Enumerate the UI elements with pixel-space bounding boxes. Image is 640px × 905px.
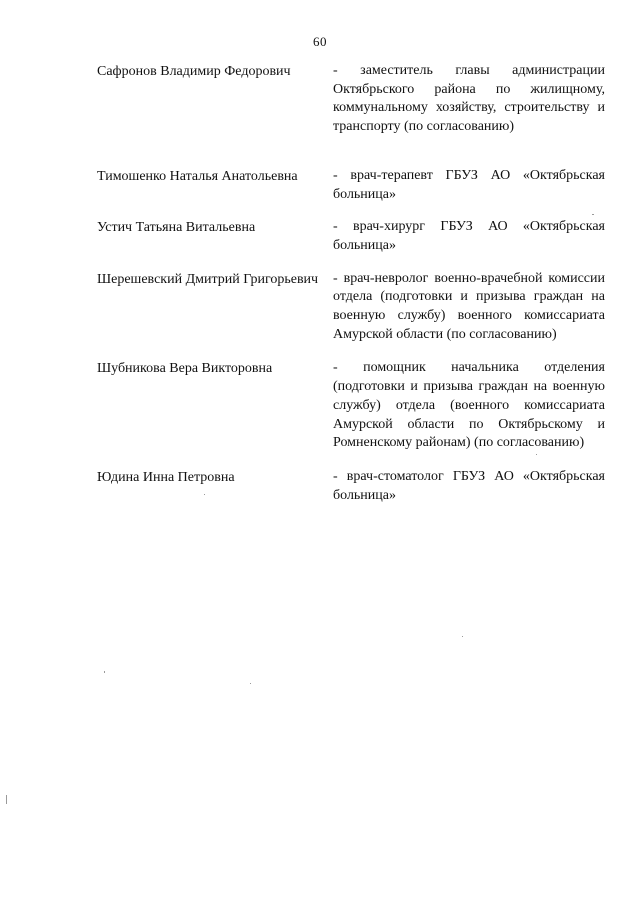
scan-speck [104, 671, 105, 673]
scan-speck [462, 636, 463, 637]
scan-speck [592, 214, 594, 215]
member-name: Шерешевский Дмитрий Григорьевич [97, 271, 319, 287]
member-role: - врач-хирург ГБУЗ АО «Октябрьская больница» [333, 219, 605, 253]
scan-speck [536, 454, 537, 455]
member-name: Тимошенко Наталья Анатольевна [97, 168, 298, 184]
member-name: Устич Татьяна Витальевна [97, 220, 256, 236]
member-name: Юдина Инна Петровна [97, 469, 235, 485]
scan-speck [6, 795, 7, 804]
member-role: - врач-невролог военно-врачебной комиссии отдела (подготовки и призыва граждан на военную службу) военного комиссариата Амурской области (по согласованию) [333, 270, 605, 342]
member-entry [97, 62, 605, 137]
member-entry [97, 468, 605, 505]
member-role: - помощник начальника отделения (подготовки и призыва граждан на военную службу) отдела (военного комиссариата Амурской области по Октябрьскому и Ромненскому районам) (по согласованию) [333, 360, 605, 451]
committee-member-list [97, 62, 605, 505]
member-entry [97, 270, 605, 345]
member-entry [97, 218, 605, 255]
member-entry [97, 359, 605, 453]
scan-speck [250, 683, 251, 684]
scan-speck [204, 494, 205, 495]
page-number: 60 [313, 34, 327, 49]
member-name: Сафронов Владимир Федорович [97, 64, 291, 79]
member-role: - заместитель главы администрации Октябрьского района по жилищному, коммунальному хозяйству, строительству и транспорту (по согласованию) [333, 63, 605, 135]
member-name: Шубникова Вера Викторовна [97, 361, 273, 377]
member-role: - врач-терапевт ГБУЗ АО «Октябрьская больница» [333, 167, 605, 202]
member-entry [97, 167, 605, 204]
member-role: - врач-стоматолог ГБУЗ АО «Октябрьская больница» [333, 468, 605, 503]
